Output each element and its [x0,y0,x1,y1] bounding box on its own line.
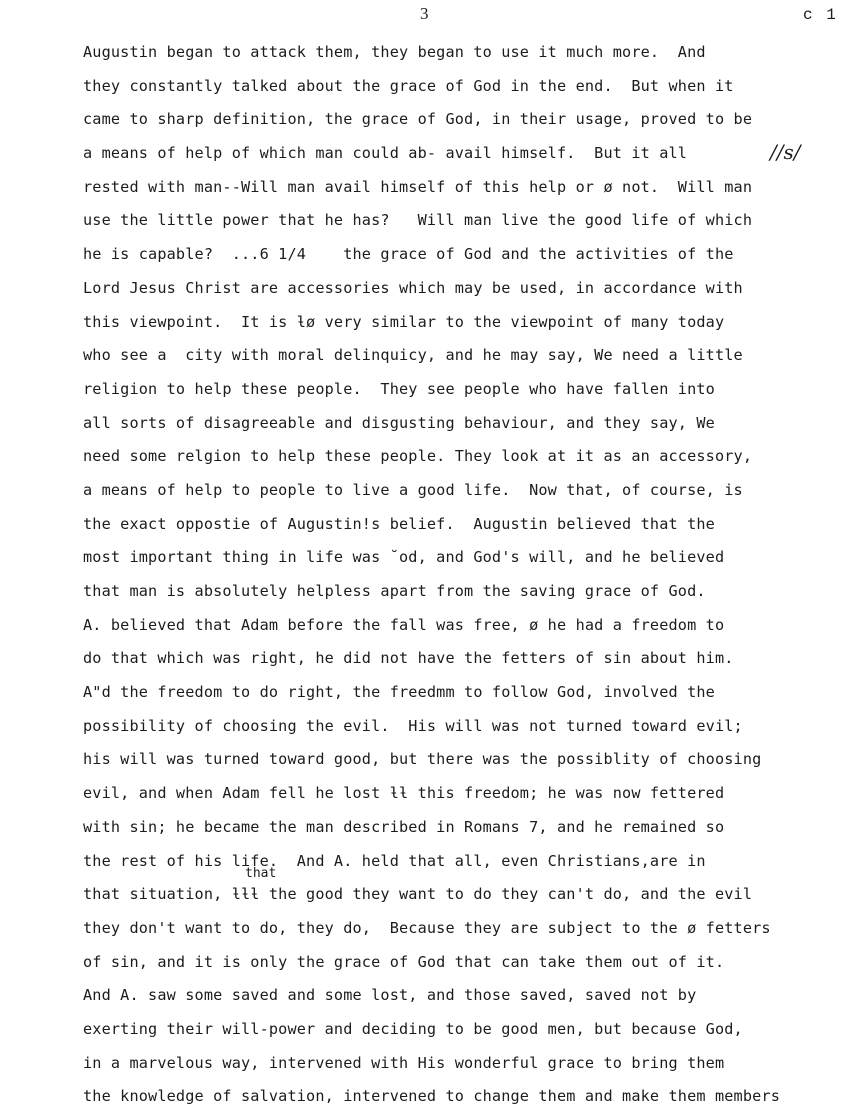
text-line: in a marvelous way, intervened with His wonderful grace to bring them [83,1053,725,1072]
text-line: rested with man--Will man avail himself of this help or ø not. Will man [83,177,753,196]
text-line: Augustin began to attack them, they began to use it much more. And [83,43,706,61]
text-line: Lord Jesus Christ are accessories which may be used, in accordance with [83,278,743,297]
text-line: came to sharp definition, the grace of God, in their usage, proved to be [83,110,753,129]
text-line: A"d the freedom to do right, the freedmm to follow God, involved the [83,683,715,702]
text-line: And A. saw some saved and some lost, and those saved, saved not by [83,986,697,1005]
text-line: his will was turned toward good, but there was the possiblity of choosing [83,750,762,769]
text-line: religion to help these people. They see people who have fallen into [83,379,715,398]
text-line: of sin, and it is only the grace of God that can take them out of it. [83,952,725,971]
text-line: use the little power that he has? Will man live the good life of which [83,211,753,230]
typed-body-text [83,39,843,1117]
text-line: the exact oppostie of Augustin!s belief. Augustin believed that the [83,514,715,533]
text-line: exerting their will-power and deciding to be good men, but because God, [83,1019,743,1038]
text-line: possibility of choosing the evil. His will was not turned toward evil; [83,716,743,735]
text-line: need some relgion to help these people. They look at it as an accessory, [83,447,753,466]
corner-mark: c 1 [803,6,838,24]
text-line: that man is absolutely helpless apart from the saving grace of God. [83,582,706,600]
page-number: 3 [420,4,429,23]
interline-insertion: that [245,866,277,881]
text-line: they don't want to do, they do, Because they are subject to the ø fetters [83,918,771,937]
text-line: he is capable? ...6 1/4 the grace of God and the activities of the [83,245,734,264]
text-line: they constantly talked about the grace of God in the end. But when it [83,76,734,95]
text-line: most important thing in life was ˘od, and God's will, and he believed [83,548,725,567]
handwritten-margin-mark: //s/ [770,140,801,164]
text-line: with sin; he became the man described in Romans 7, and he remained so [83,817,725,836]
text-line: do that which was right, he did not have the fetters of sin about him. [83,649,734,668]
text-line: evil, and when Adam fell he lost ƚƚ this freedom; he was now fettered [83,784,725,803]
text-line: a means of help to people to live a good life. Now that, of course, is [83,480,743,499]
text-line: that situation, ƚƚƚ the good they want to do they can't do, and the evil [83,885,753,904]
text-line: all sorts of disagreeable and disgusting behaviour, and they say, We [83,413,715,432]
text-line: the rest of his life. And A. held that all, even Christians,are in [83,851,706,870]
text-line: a means of help of which man could ab- avail himself. But it all [83,144,688,163]
text-line: this viewpoint. It is ƚø very similar to the viewpoint of many today [83,312,725,331]
text-line: who see a city with moral delinquicy, and he may say, We need a little [83,346,743,365]
text-line: the knowledge of salvation, intervened to change them and make them members [83,1087,781,1106]
text-line: A. believed that Adam before the fall was free, ø he had a freedom to [83,615,725,634]
